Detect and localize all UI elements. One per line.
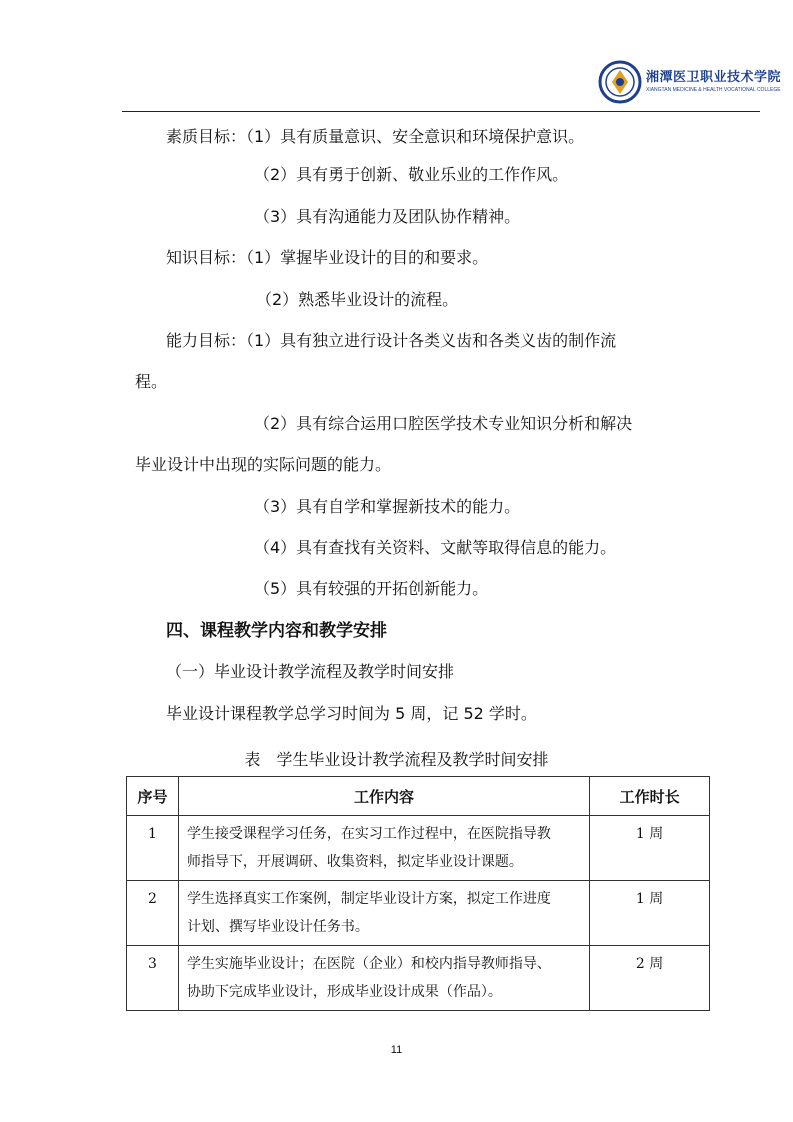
college-logo <box>598 60 782 106</box>
row-content <box>178 946 589 1011</box>
table-row <box>127 816 710 881</box>
ability-goal-3: （3）具有自学和掌握新技术的能力。 <box>254 497 521 516</box>
quality-goal-1: 素质目标：（1）具有质量意识、安全意识和环境保护意识。 <box>166 127 585 146</box>
row-content-line: 协助下完成毕业设计，形成毕业设计成果（作品）。 <box>186 984 502 1000</box>
quality-goal-2: （2）具有勇于创新、敬业乐业的工作作风。 <box>254 165 569 184</box>
page-number: 11 <box>390 1044 403 1056</box>
subsection-heading: （一）毕业设计教学流程及教学时间安排 <box>166 662 455 681</box>
college-name-cn: 湘潭医卫职业技术学院 <box>646 70 782 85</box>
quality-goal-3: （3）具有沟通能力及团队协作精神。 <box>254 207 521 226</box>
table-row <box>127 881 710 946</box>
row-content <box>178 816 589 881</box>
row-content-line: 学生实施毕业设计；在医院（企业）和校内指导教师指导、 <box>186 956 551 972</box>
total-hours-summary: 毕业设计课程教学总学习时间为 5 周，记 52 学时。 <box>166 704 537 723</box>
row-content-line: 学生选择真实工作案例，制定毕业设计方案，拟定工作进度 <box>186 891 551 907</box>
ability-goal-5: （5）具有较强的开拓创新能力。 <box>254 579 489 598</box>
ability-goal-4: （4）具有查找有关资料、文献等取得信息的能力。 <box>254 538 617 557</box>
college-emblem-icon <box>598 60 642 104</box>
knowledge-goal-2: （2）熟悉毕业设计的流程。 <box>256 290 459 309</box>
row-duration: 1 周 <box>590 816 710 881</box>
table-caption: 表 学生毕业设计教学流程及教学时间安排 <box>244 750 549 769</box>
row-duration: 2 周 <box>590 946 710 1011</box>
header-num: 序号 <box>127 777 179 816</box>
ability-goal-1-cont: 程。 <box>135 372 168 391</box>
ability-goal-2: （2）具有综合运用口腔医学技术专业知识分析和解决 <box>254 414 633 433</box>
knowledge-goal-1: 知识目标：（1）掌握毕业设计的目的和要求。 <box>166 248 489 267</box>
header-content: 工作内容 <box>178 777 589 816</box>
teaching-schedule-table <box>126 776 710 1011</box>
table-row <box>127 946 710 1011</box>
row-num: 1 <box>127 816 179 881</box>
row-content <box>178 881 589 946</box>
ability-goal-1: 能力目标：（1）具有独立进行设计各类义齿和各类义齿的制作流 <box>166 331 617 350</box>
header-divider <box>122 111 760 112</box>
table-header-row <box>127 777 710 816</box>
row-num: 2 <box>127 881 179 946</box>
header-duration: 工作时长 <box>590 777 710 816</box>
row-content-line: 计划、撰写毕业设计任务书。 <box>186 919 369 935</box>
row-content-line: 学生接受课程学习任务，在实习工作过程中，在医院指导教 <box>186 826 551 842</box>
row-content-line: 师指导下，开展调研、收集资料，拟定毕业设计课题。 <box>186 854 523 870</box>
row-duration: 1 周 <box>590 881 710 946</box>
section-heading: 四、课程教学内容和教学安排 <box>166 621 387 641</box>
college-name-en: XIANGTAN MEDICINE & HEALTH VOCATIONAL COLLEGE <box>646 87 781 93</box>
ability-goal-2-cont: 毕业设计中出现的实际问题的能力。 <box>135 455 392 474</box>
row-num: 3 <box>127 946 179 1011</box>
